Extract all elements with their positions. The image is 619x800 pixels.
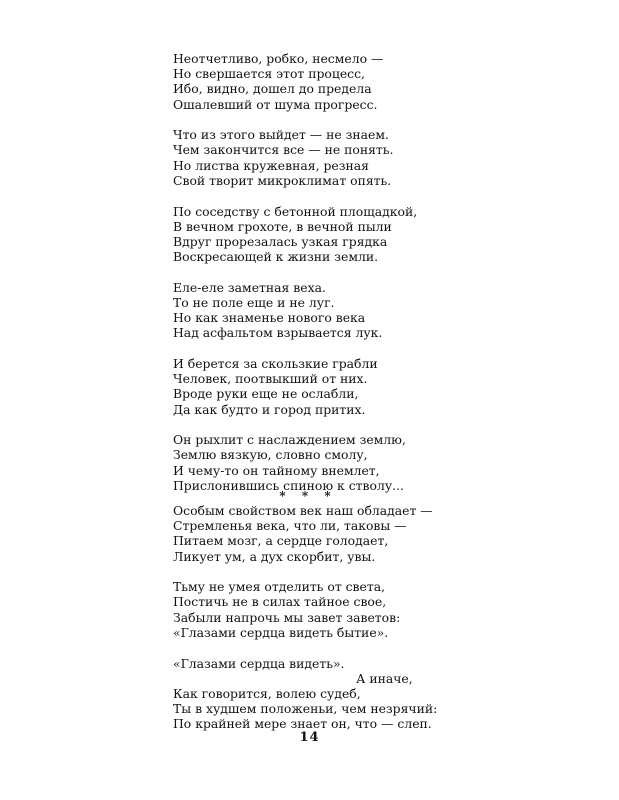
stanza — [173, 280, 473, 341]
stanza — [173, 432, 473, 493]
poem-line: Воскресающей к жизни земли. — [173, 249, 379, 265]
stanza — [173, 656, 473, 732]
poem-line: Ошалевший от шума прогресс. — [173, 96, 378, 112]
poem-line: Забыли напрочь мы завет заветов: — [173, 609, 401, 625]
poem-line: Человек, поотвыкший от них. — [173, 371, 368, 387]
poem-line: Постичь не в силах тайное свое, — [173, 594, 387, 610]
poem-line: По крайней мере знает он, что — слеп. — [173, 716, 432, 732]
poem-line: Тьму не умея отделить от света, — [173, 579, 386, 595]
poem-line: Но листва кружевная, резная — [173, 157, 369, 173]
stanza — [173, 51, 473, 112]
poem-line: Чем закончится все — не понять. — [173, 142, 394, 158]
poem-line-indented: А иначе, — [356, 670, 413, 686]
poem-line: «Глазами сердца видеть бытие». — [173, 624, 389, 640]
stanza — [173, 127, 473, 188]
stanza — [173, 579, 473, 640]
poem-line: И берется за скользкие грабли — [173, 356, 378, 371]
poem-line: По соседству с бетонной площадкой, — [173, 203, 418, 219]
poem-line: «Глазами сердца видеть». — [173, 655, 345, 671]
poem-line: Ликует ум, а дух скорбит, увы. — [173, 548, 376, 564]
poem-line: Над асфальтом взрывается лук. — [173, 325, 383, 341]
poem-line: Как говорится, волею судеб, — [173, 685, 361, 701]
poem-line: Особым свойством век наш обладает — — [173, 503, 433, 518]
section-separator: * * * — [279, 489, 337, 503]
stanza — [173, 503, 473, 564]
poem-line: Что из этого выйдет — не знаем. — [173, 127, 389, 143]
poem-line: Да как будто и город притих. — [173, 401, 366, 417]
poem-line: Вдруг прорезалась узкая грядка — [173, 233, 388, 249]
poem-line: Ибо, видно, дошел до предела — [173, 81, 372, 97]
poem-line: Свой творит микроклимат опять. — [173, 172, 392, 188]
poem-part-one — [173, 51, 473, 509]
page-number: 14 — [299, 730, 320, 745]
poem-line: Прислонившись спиною к стволу... — [173, 477, 404, 493]
stanza — [173, 356, 473, 417]
poem-line: Вроде руки еще не ослабли, — [173, 386, 359, 402]
poem-line: То не поле еще и не луг. — [173, 294, 335, 310]
poem-line: Но как знаменье нового века — [173, 310, 366, 326]
poem-part-two — [173, 489, 473, 747]
poem-line: И чему-то он тайному внемлет, — [173, 462, 380, 478]
poem-line: Питаем мозг, а сердце голодает, — [173, 533, 389, 549]
poem-line: В вечном грохоте, в вечной пыли — [173, 218, 392, 234]
poem-line: Но свершается этот процесс, — [173, 66, 365, 82]
poem-line: Неотчетливо, робко, несмело — — [173, 51, 384, 66]
poem-line: Землю вязкую, словно смолу, — [173, 447, 368, 463]
stanza — [173, 204, 473, 265]
poem-line: Он рыхлит с наслаждением землю, — [173, 432, 406, 448]
poem-line: Стремленья века, что ли, таковы — — [173, 518, 407, 534]
poem-line: Ты в худшем положеньи, чем незрячий: — [173, 701, 438, 717]
poem-line: Еле-еле заметная веха. — [173, 279, 326, 295]
